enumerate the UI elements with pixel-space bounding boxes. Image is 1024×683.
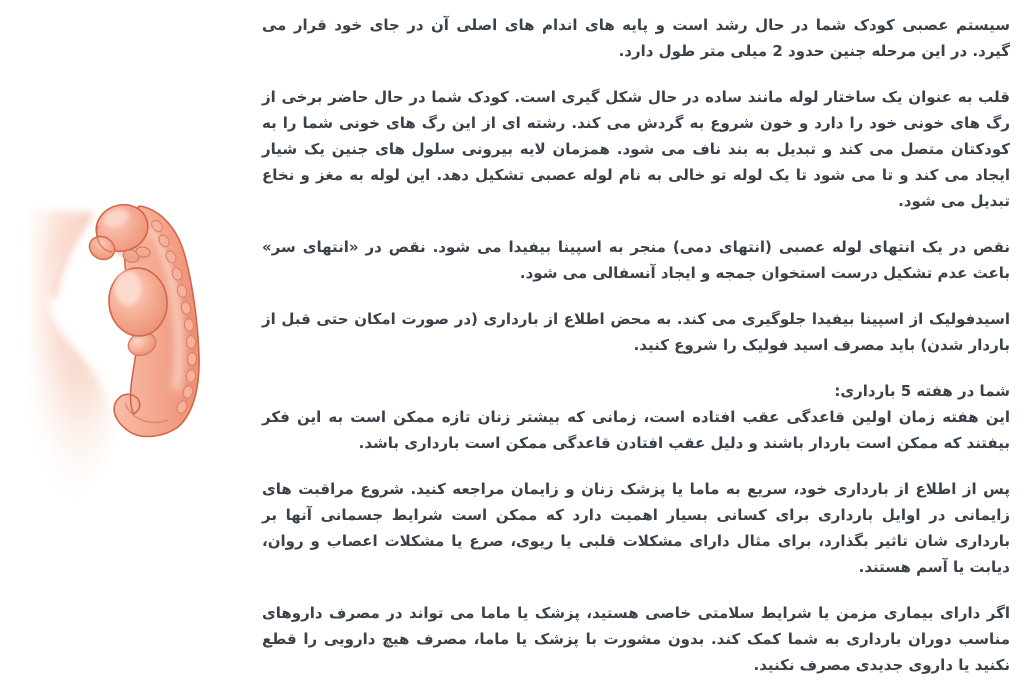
paragraph-folic-acid: اسیدفولیک از اسپینا بیفیدا جلوگیری می کند. به محض اطلاع از بارداری (در صورت امکان حتی قبل از باردار شدن) باید مصرف اسید فولیک را شروع کنید.	[262, 310, 1010, 354]
paragraph-missed-period: این هفته زمان اولین قاعدگی عقب افتاده است، زمانی که بیشتر زنان تازه ممکن است به این فکر بیفتند که ممکن است باردار باشند و دلیل عقب افتادن قاعدگی ممکن است بارداری باشد.	[262, 408, 1010, 452]
article-text	[262, 12, 1010, 678]
section-heading-week5: شما در هفته 5 بارداری:	[834, 382, 1010, 400]
embryo-week5-illustration	[28, 184, 240, 506]
paragraph-medications: اگر دارای بیماری مزمن یا شرایط سلامتی خاصی هستید، پزشک یا ماما می تواند در مصرف داروهای مناسب دوران بارداری به شما کمک کند. بدون مشورت با پزشک یا ماما، مصرف هیچ دارویی را قطع نکنید یا داروی جدیدی مصرف نکنید.	[262, 604, 1010, 674]
section-week5	[262, 378, 1010, 456]
paragraph-neural-tube-defects: نقص در یک انتهای لوله عصبی (انتهای دمی) منجر به اسپینا بیفیدا می شود. نقص در «انتهای سر» باعث عدم تشکیل درست استخوان جمجه و ایجاد آنسفالی می شود.	[262, 238, 1010, 282]
paragraph-nervous-system: سیستم عصبی کودک شما در حال رشد است و پایه های اندام های اصلی آن در جای خود قرار می گیرد. در این مرحله جنین حدود 2 میلی متر طول دارد.	[262, 16, 1010, 60]
embryo-illustration-svg	[28, 184, 240, 506]
paragraph-prenatal-care: پس از اطلاع از بارداری خود، سریع به ماما یا پزشک زنان و زایمان مراجعه کنید. شروع مراقبت های زایمانی در اوایل بارداری برای کسانی بسیار اهمیت دارد که ممکن است شرایط جسمانی آنها بر بارداری شان تاثیر بگذارد، برای مثال دارای مشکلات قلبی یا ریوی، صرع یا مشکلات اعصاب و روان، دیابت یا آسم هستند.	[262, 480, 1010, 576]
paragraph-heart-and-neural-tube: قلب به عنوان یک ساختار لوله مانند ساده در حال شکل گیری است. کودک شما در حال حاضر برخی از رگ های خونی خود را دارد و خون شروع به گردش می کند. رشته ای از این رگ های خونی شما را به کودکتان متصل می کند و تبدیل به بند ناف می شود. همزمان لایه بیرونی سلول های جنین یک شیار ایجاد می کند و تا می شود تا یک لوله تو خالی به نام لوله عصبی تشکیل دهد. این لوله به مغز و نخاع تبدیل می شود.	[262, 88, 1010, 210]
